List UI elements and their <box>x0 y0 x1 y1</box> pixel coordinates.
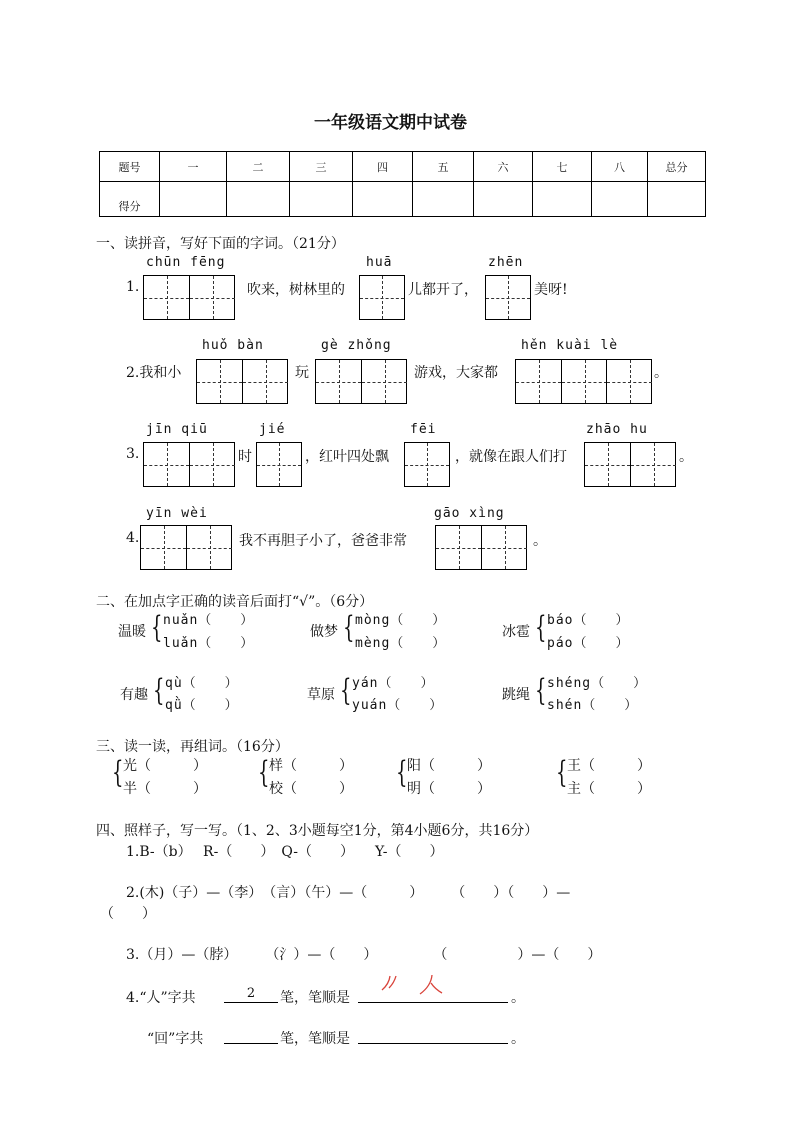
pinyin-option[interactable]: mòng（ ） <box>355 613 447 628</box>
brace: { <box>556 755 568 790</box>
question-text: 4.“人”字共 <box>126 990 196 1006</box>
writing-box[interactable] <box>435 525 527 570</box>
score-cell[interactable] <box>227 182 290 217</box>
writing-cell[interactable] <box>585 443 630 486</box>
writing-cell[interactable] <box>360 276 404 319</box>
pinyin-option[interactable]: nuǎn（ ） <box>163 613 255 628</box>
writing-box[interactable] <box>515 359 652 404</box>
question-line: （ ） <box>100 906 156 922</box>
score-cell[interactable] <box>413 182 474 217</box>
score-cell[interactable] <box>648 182 706 217</box>
score-cell[interactable] <box>290 182 353 217</box>
pinyin: zhēn <box>488 255 524 270</box>
guide-line <box>360 298 404 299</box>
score-row-label: 得分 <box>100 182 160 217</box>
writing-cell[interactable] <box>486 276 530 319</box>
char-item[interactable]: 光（ ） <box>123 758 207 774</box>
table-header-cell: 五 <box>413 152 474 182</box>
guide-line <box>316 382 361 383</box>
guide-line <box>405 465 449 466</box>
pinyin: zhāo hu <box>586 422 648 437</box>
table-header-cell: 三 <box>290 152 353 182</box>
pinyin-option[interactable]: yuán（ ） <box>352 698 444 713</box>
question-text: 。 <box>511 1031 525 1047</box>
question-line: 2.(木)（子）—（李） （言）（午）—（ ） （ ）（ ）— <box>126 885 571 901</box>
question-text: 笔，笔顺是 <box>280 1031 350 1047</box>
brace: { <box>153 673 165 708</box>
pinyin-option[interactable]: páo（ ） <box>547 636 630 651</box>
page-title: 一年级语文期中试卷 <box>314 113 467 133</box>
writing-cell[interactable] <box>189 276 235 319</box>
char-item[interactable]: 王（ ） <box>567 758 651 774</box>
word: 温暖 <box>118 624 146 640</box>
guide-line <box>243 382 288 383</box>
guide-line <box>190 298 235 299</box>
writing-box[interactable] <box>140 525 232 570</box>
char-item[interactable]: 阳（ ） <box>407 758 491 774</box>
question-text: 吹来，树林里的 <box>247 282 345 298</box>
writing-cell[interactable] <box>516 360 561 403</box>
writing-cell[interactable] <box>361 360 407 403</box>
score-cell[interactable] <box>592 182 648 217</box>
brace: { <box>340 673 352 708</box>
writing-box[interactable] <box>315 359 407 404</box>
pinyin: huǒ bàn <box>202 338 264 353</box>
brace: { <box>258 755 270 790</box>
guide-line <box>187 548 232 549</box>
question-text: 美呀! <box>534 282 568 298</box>
pinyin: gāo xìng <box>434 506 505 521</box>
guide-line <box>141 548 186 549</box>
pinyin-option[interactable]: yán（ ） <box>352 676 435 691</box>
guide-line <box>144 298 189 299</box>
guide-line <box>197 382 242 383</box>
pinyin-option[interactable]: luǎn（ ） <box>163 636 255 651</box>
brace: { <box>535 673 547 708</box>
word: 跳绳 <box>502 687 530 703</box>
word: 冰雹 <box>502 624 530 640</box>
writing-cell[interactable] <box>481 526 527 569</box>
question-number: 3. <box>126 446 140 462</box>
writing-cell[interactable] <box>405 443 449 486</box>
pinyin: chūn fēng <box>146 255 226 270</box>
question-text: 玩 <box>295 365 309 381</box>
pinyin-option[interactable]: shén（ ） <box>547 698 639 713</box>
question-text: 。 <box>511 990 525 1006</box>
pinyin-option[interactable]: qù（ ） <box>165 676 239 691</box>
writing-cell[interactable] <box>257 443 301 486</box>
score-cell[interactable] <box>353 182 413 217</box>
stroke-count-blank[interactable] <box>224 1027 278 1044</box>
guide-line <box>144 465 189 466</box>
guide-line <box>362 382 407 383</box>
pinyin-option[interactable]: mèng（ ） <box>355 636 447 651</box>
pinyin-option[interactable]: qǜ（ ） <box>165 698 239 713</box>
word: 有趣 <box>120 687 148 703</box>
writing-cell[interactable] <box>436 526 481 569</box>
char-item[interactable]: 校（ ） <box>269 781 353 797</box>
table-header-cell: 题号 <box>100 152 160 182</box>
pinyin: huā <box>366 255 393 270</box>
question-text: 2.我和小 <box>126 365 182 381</box>
score-cell[interactable] <box>474 182 533 217</box>
stroke-count-blank[interactable]: 2 <box>224 986 278 1003</box>
pinyin: gè zhǒng <box>321 338 392 353</box>
char-item[interactable]: 主（ ） <box>567 781 651 797</box>
writing-box[interactable] <box>404 442 450 487</box>
table-header-cell: 七 <box>533 152 592 182</box>
table-header-cell: 总分 <box>648 152 706 182</box>
writing-cell[interactable] <box>316 360 361 403</box>
guide-line <box>257 465 301 466</box>
section-3-heading: 三、读一读，再组词。（16分） <box>96 739 289 755</box>
question-line: 3.（月）—（脖） （氵）—（ ） （ ）—（ ） <box>126 947 602 963</box>
table-header-cell: 二 <box>227 152 290 182</box>
guide-line <box>516 382 561 383</box>
writing-cell[interactable] <box>630 443 676 486</box>
writing-cell[interactable] <box>186 526 232 569</box>
question-text: ，就像在跟人们打 <box>455 449 567 465</box>
pinyin: fēi <box>410 422 437 437</box>
question-line: 1.B-（b） R-（ ） Q-（ ） Y-（ ） <box>126 844 444 860</box>
writing-box[interactable] <box>584 442 676 487</box>
char-item[interactable]: 半（ ） <box>123 781 207 797</box>
writing-cell[interactable] <box>197 360 242 403</box>
question-text: 。 <box>679 449 693 465</box>
brace: { <box>112 755 124 790</box>
guide-line <box>482 548 527 549</box>
table-header-cell: 四 <box>353 152 413 182</box>
word: 草原 <box>307 687 335 703</box>
guide-line <box>190 465 235 466</box>
pinyin: jīn qiū <box>146 422 208 437</box>
table-header-cell: 一 <box>160 152 227 182</box>
brace: { <box>396 755 408 790</box>
table-header-row <box>100 152 706 182</box>
writing-box[interactable] <box>143 442 235 487</box>
handwritten-strokes <box>380 972 450 1000</box>
section-2-heading: 二、在加点字正确的读音后面打“√”。（6分） <box>96 594 374 610</box>
pinyin-option[interactable]: báo（ ） <box>547 613 630 628</box>
writing-box[interactable] <box>359 275 405 320</box>
char-item[interactable]: 明（ ） <box>407 781 491 797</box>
score-cell[interactable] <box>533 182 592 217</box>
section-4-heading: 四、照样子，写一写。（1、2、3小题每空1分，第4小题6分，共16分） <box>96 823 539 839</box>
writing-cell[interactable] <box>561 360 607 403</box>
word: 做梦 <box>310 624 338 640</box>
question-text: ，红叶四处飘 <box>305 449 389 465</box>
score-cell[interactable] <box>160 182 227 217</box>
question-text: 笔，笔顺是 <box>280 990 350 1006</box>
table-header-cell: 八 <box>592 152 648 182</box>
question-number: 4. <box>126 530 140 546</box>
pinyin: jié <box>259 422 286 437</box>
writing-cell[interactable] <box>144 276 189 319</box>
pinyin: hěn kuài lè <box>521 338 619 353</box>
stroke-order-blank[interactable] <box>358 1027 508 1044</box>
guide-line <box>607 382 652 383</box>
question-text: 游戏，大家都 <box>414 365 498 381</box>
writing-cell[interactable] <box>242 360 288 403</box>
pinyin-option[interactable]: shéng（ ） <box>547 676 648 691</box>
table-header-cell: 六 <box>474 152 533 182</box>
guide-line <box>562 382 607 383</box>
section-1-heading: 一、读拼音，写好下面的字词。（21分） <box>96 236 345 252</box>
guide-line <box>486 298 530 299</box>
writing-box[interactable] <box>143 275 235 320</box>
char-item[interactable]: 样（ ） <box>269 758 353 774</box>
writing-cell[interactable] <box>189 443 235 486</box>
writing-box[interactable] <box>485 275 531 320</box>
writing-cell[interactable] <box>606 360 652 403</box>
question-text: 。 <box>533 533 547 549</box>
pinyin: yīn wèi <box>146 506 208 521</box>
brace: { <box>151 610 163 645</box>
question-text: 时 <box>238 449 252 465</box>
writing-box[interactable] <box>196 359 288 404</box>
question-text: 我不再胆子小了，爸爸非常 <box>239 533 407 549</box>
question-number: 1. <box>126 279 140 295</box>
question-text: 儿都开了， <box>408 282 478 298</box>
question-text: “回”字共 <box>147 1031 204 1047</box>
guide-line <box>631 465 676 466</box>
guide-line <box>436 548 481 549</box>
writing-box[interactable] <box>256 442 302 487</box>
brace: { <box>343 610 355 645</box>
brace: { <box>535 610 547 645</box>
question-text: 。 <box>654 365 668 381</box>
writing-cell[interactable] <box>141 526 186 569</box>
score-table <box>99 151 706 217</box>
score-row <box>100 182 706 217</box>
writing-cell[interactable] <box>144 443 189 486</box>
guide-line <box>585 465 630 466</box>
